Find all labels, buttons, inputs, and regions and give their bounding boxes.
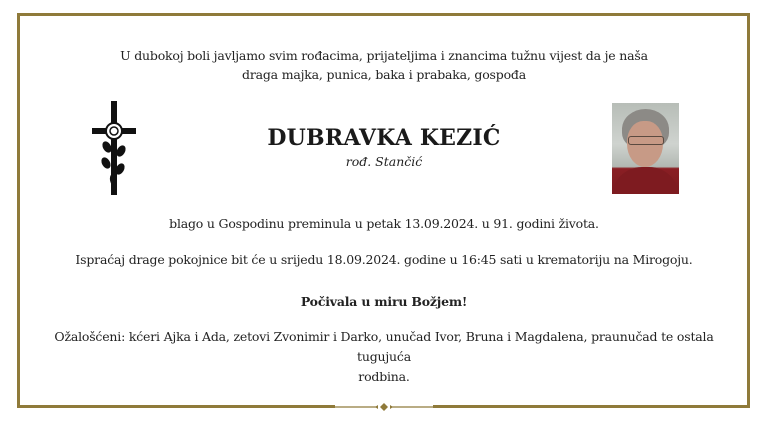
deceased-photo: [612, 103, 679, 194]
intro-line-2: draga majka, punica, baka i prabaka, gospođa: [242, 67, 526, 82]
frame-bottom-right: [433, 405, 750, 408]
mourners-line-1: Ožalošćeni: kćeri Ajka i Ada, zetovi Zvonimir i Darko, unučad Ivor, Bruna i Magdalena, praunučad te ostala tugujuća: [54, 329, 714, 364]
death-announcement: blago u Gospodinu preminula u petak 13.09.2024. u 91. godini života.: [169, 216, 599, 231]
ornament-divider-icon: [335, 399, 433, 415]
deceased-name: DUBRAVKA KEZIĆ: [267, 125, 501, 151]
funeral-details: Ispraćaj drage pokojnice bit će u srijedu 18.09.2024. godine u 16:45 sati u krematoriju na Mirogoju.: [75, 252, 693, 267]
maiden-name: rođ. Stančić: [345, 154, 423, 169]
photo-clothing: [612, 167, 679, 194]
photo-glasses: [628, 136, 664, 145]
rest-in-peace: Počivala u miru Božjem!: [300, 294, 468, 309]
mourners-list: [40, 327, 728, 387]
mourners-line-2: rodbina.: [358, 369, 410, 384]
intro-text: [0, 46, 768, 84]
intro-line-1: U dubokoj boli javljamo svim rođacima, prijateljima i znancima tužnu vijest da je naša: [120, 48, 648, 63]
frame-bottom-left: [17, 405, 335, 408]
